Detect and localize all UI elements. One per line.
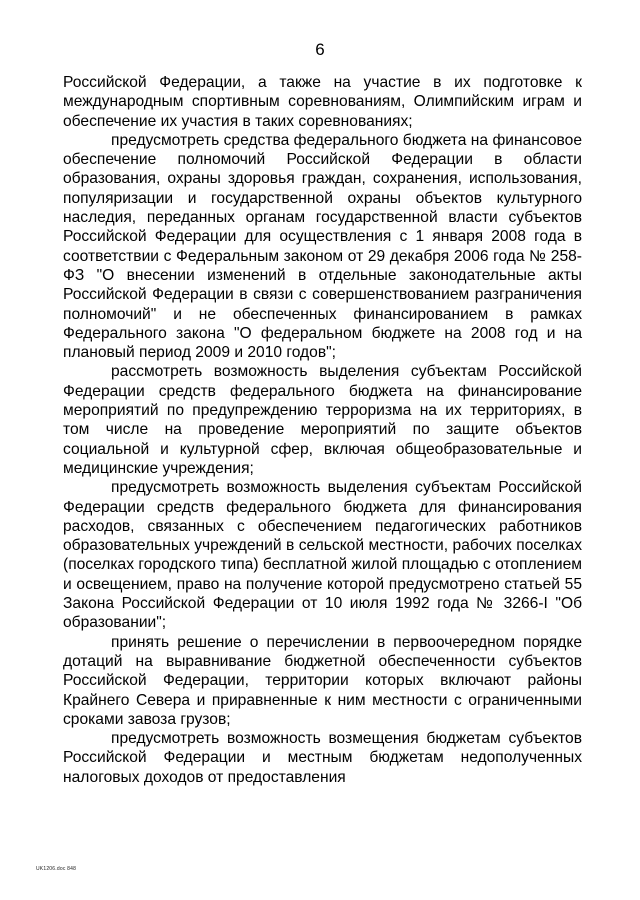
paragraph-tax-compensation: предусмотреть возможность возмещения бюджетам субъектов Российской Федерации и местным бюджетам недополученных налоговых доходов от предоставления — [63, 730, 582, 786]
document-footer: UK1206.doc 848 — [36, 866, 77, 872]
document-body — [63, 73, 582, 787]
paragraph-far-north-subsidies: принять решение о перечислении в первоочередном порядке дотаций на выравнивание бюджетной обеспеченности субъектов Российской Федерации, территории которых включают районы Крайнего Севера и приравненные к ним местности с ограниченными сроками завоза грузов; — [63, 633, 582, 728]
paragraph-cultural-heritage-funding: предусмотреть средства федерального бюджета на финансовое обеспечение полномочий Российской Федерации в области образования, охраны здоровья граждан, сохранения, использования, популяризации и государственной охраны объектов культурного наследия, переданных органам государственной власти субъектов Российской Федерации для осуществления с 1 января 2008 года в соответствии с Федеральным законом от 29 декабря 2006 года № 258-ФЗ "О внесении изменений в отдельные законодательные акты Российской Федерации в связи с совершенствованием разграничения полномочий" и не обеспеченных финансированием в рамках Федерального закона "О федеральном бюджете на 2008 год и на плановый период 2009 и 2010 годов"; — [63, 131, 582, 362]
page-number: 6 — [315, 40, 325, 59]
paragraph-continuation: Российской Федерации, а также на участие в их подготовке к международным спортивным соревнованиям, Олимпийским играм и обеспечение их участия в таких соревнованиях; — [63, 74, 582, 130]
paragraph-terrorism-prevention: рассмотреть возможность выделения субъектам Российской Федерации средств федерального бюджета на финансирование мероприятий по предупреждению терроризма на их территориях, в том числе на проведение мероприятий по защите объектов социальной и культурной сфер, включая общеобразовательные и медицинские учреждения; — [63, 363, 582, 477]
paragraph-teacher-housing: предусмотреть возможность выделения субъектам Российской Федерации средств федерального бюджета для финансирования расходов, связанных с обеспечением педагогических работников образовательных учреждений в сельской местности, рабочих поселках (поселках городского типа) бесплатной жилой площадью с отоплением и освещением, право на получение которой предусмотрено статьей 55 Закона Российской Федерации от 10 июля 1992 года № 3266-I "Об образовании"; — [63, 479, 582, 632]
